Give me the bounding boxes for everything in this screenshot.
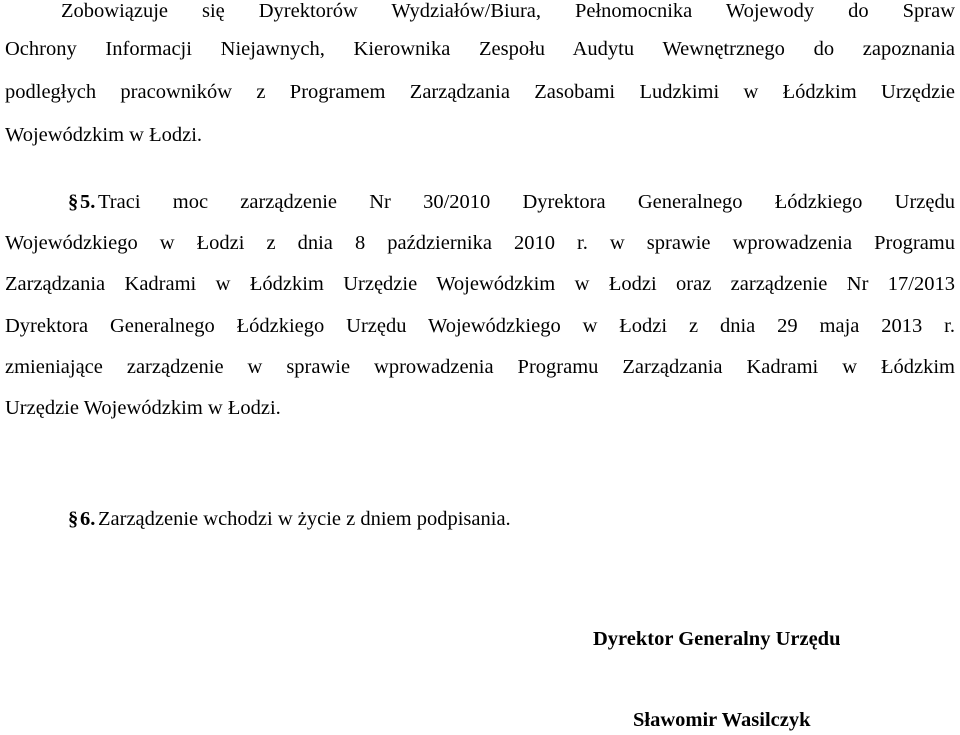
section-5-text: Zarządzania Kadrami w Łódzkim Urzędzie Wojewódzkim w Łodzi oraz zarządzenie Nr 17/2013 — [5, 273, 955, 295]
signature-name: Sławomir Wasilczyk — [633, 709, 811, 731]
section-4-text: Zobowiązuje się Dyrektorów Wydziałów/Biura, Pełnomocnika Wojewody do Spraw — [61, 0, 955, 22]
section-5-line-1 — [5, 188, 955, 216]
section-6-text: Zarządzenie wchodzi w życie z dniem podpisania. — [98, 508, 511, 530]
section-5-text: Dyrektora Generalnego Łódzkiego Urzędu Wojewódzkiego w Łodzi z dnia 29 maja 2013 r. — [5, 315, 955, 337]
section-5-line-2 — [5, 229, 955, 257]
section-4-line-2 — [5, 35, 955, 63]
section-symbol: § — [68, 508, 79, 530]
signature-title: Dyrektor Generalny Urzędu — [593, 628, 841, 650]
section-5-line-4 — [5, 312, 955, 340]
section-4-line-1 — [5, 0, 955, 25]
section-4-line-3 — [5, 78, 955, 106]
section-5-line-5 — [5, 353, 955, 381]
section-5-line-6 — [5, 394, 955, 422]
section-4-text: podległych pracowników z Programem Zarządzania Zasobami Ludzkimi w Łódzkim Urzędzie — [5, 81, 955, 103]
section-5-text: Traci moc zarządzenie Nr 30/2010 Dyrektora Generalnego Łódzkiego Urzędu — [98, 191, 955, 213]
section-5-text: Urzędzie Wojewódzkim w Łodzi. — [5, 397, 281, 419]
section-6-number: 6. — [80, 508, 96, 530]
section-symbol: § — [68, 191, 79, 213]
section-6-line-1 — [5, 505, 955, 533]
section-4-text: Ochrony Informacji Niejawnych, Kierownika Zespołu Audytu Wewnętrznego do zapoznania — [5, 38, 955, 60]
section-4-line-4 — [5, 121, 955, 149]
section-5-text: zmieniające zarządzenie w sprawie wprowadzenia Programu Zarządzania Kadrami w Łódzkim — [5, 356, 955, 378]
section-5-line-3 — [5, 270, 955, 298]
section-5-number: 5. — [80, 191, 96, 213]
section-5-text: Wojewódzkiego w Łodzi z dnia 8 października 2010 r. w sprawie wprowadzenia Programu — [5, 232, 955, 254]
section-4-text: Wojewódzkim w Łodzi. — [5, 124, 203, 146]
